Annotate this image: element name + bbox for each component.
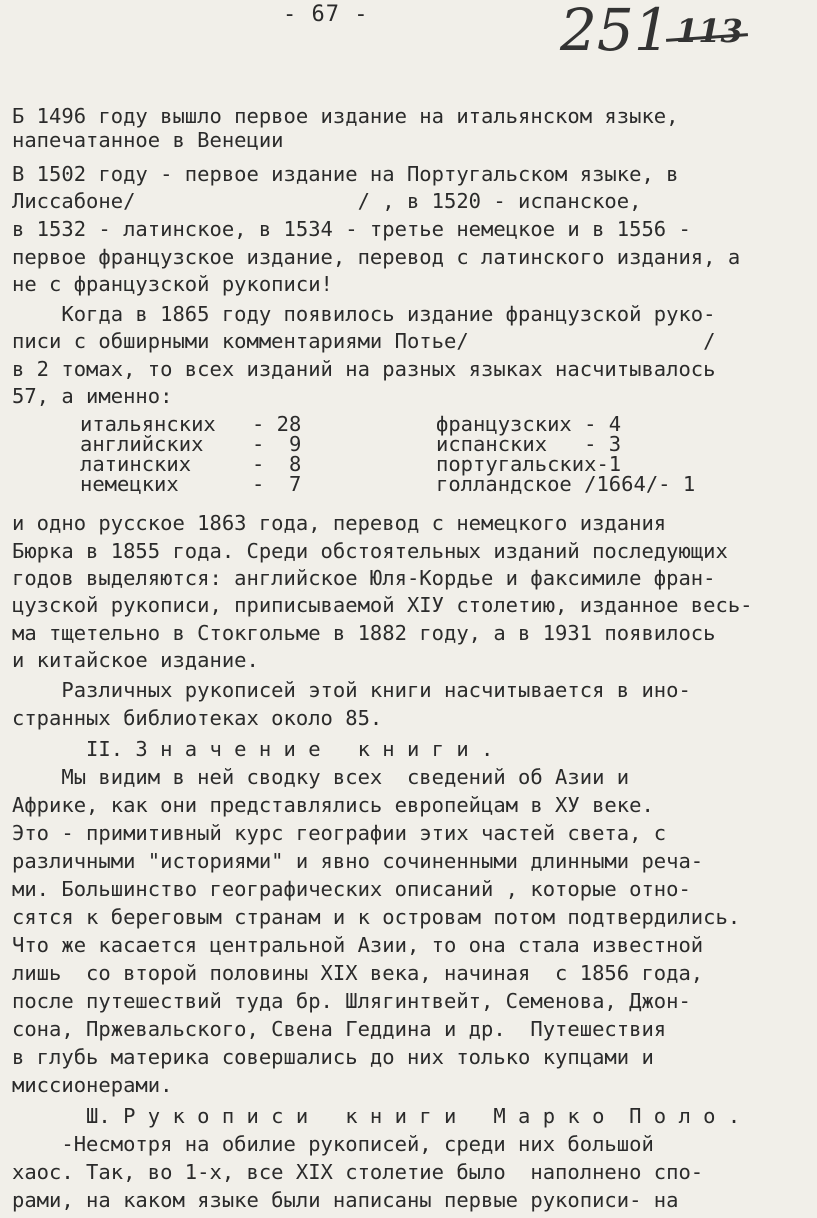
text-line: странных библиотеках около 85. bbox=[12, 706, 383, 730]
edition-count-left: - 9 bbox=[252, 432, 302, 456]
text-line: и одно русское 1863 года, перевод с немецкого издания bbox=[12, 511, 667, 535]
edition-entry-right: испанских - 3 bbox=[436, 432, 622, 456]
text-line: Что же касается центральной Азии, то она стала известной bbox=[12, 933, 704, 957]
text-line: первое французское издание, перевод с латинского издания, а bbox=[12, 245, 741, 269]
section-heading: II. З н а ч е н и е к н и г и . bbox=[12, 737, 494, 761]
edition-language-left: английских bbox=[80, 432, 204, 456]
text-line: миссионерами. bbox=[12, 1073, 173, 1097]
text-line: Это - примитивный курс географии этих частей света, с bbox=[12, 821, 667, 845]
text-line: Африке, как они представлялись европейцам в ХУ веке. bbox=[12, 793, 654, 817]
text-line: Лиссабоне/ / , в 1520 - испанское, bbox=[12, 189, 642, 213]
edition-entry-right: голландское /1664/- 1 bbox=[436, 472, 696, 496]
edition-entry-right: французских - 4 bbox=[436, 412, 622, 436]
handwritten-struck-number: 113 bbox=[676, 12, 743, 50]
text-line: цузской рукописи, приписываемой XIУ столетию, изданное весь- bbox=[12, 593, 753, 617]
text-line: Мы видим в ней сводку всех сведений об Азии и bbox=[12, 765, 630, 789]
text-line: лишь со второй половины XIX века, начиная с 1856 года, bbox=[12, 961, 704, 985]
edition-language-left: итальянских bbox=[80, 412, 216, 436]
text-line: -Несмотря на обилие рукописей, среди них большой bbox=[12, 1132, 654, 1156]
edition-count-left: - 8 bbox=[252, 452, 302, 476]
text-line: ма тщетельно в Стокгольме в 1882 году, а в 1931 появилось bbox=[12, 621, 716, 645]
handwritten-page-number: 251 bbox=[560, 0, 671, 64]
page-number: - 67 - bbox=[283, 2, 369, 27]
text-line: 57, а именно: bbox=[12, 384, 173, 408]
edition-language-left: латинских bbox=[80, 452, 192, 476]
text-line: ми. Большинство географических описаний , которые отно- bbox=[12, 877, 691, 901]
edition-count-left: - 28 bbox=[252, 412, 302, 436]
text-line: Различных рукописей этой книги насчитывается в ино- bbox=[12, 678, 691, 702]
section-heading: Ш. Р у к о п и с и к н и г и М а р к о П о л о . bbox=[12, 1104, 741, 1128]
text-line: Бюрка в 1855 года. Среди обстоятельных изданий последующих bbox=[12, 539, 728, 563]
text-line: Когда в 1865 году появилось издание французской руко- bbox=[12, 302, 716, 326]
text-line: рами, на каком языке были написаны первые рукописи- на bbox=[12, 1188, 679, 1212]
text-line: различными "историями" и явно сочиненными длинными речa- bbox=[12, 849, 704, 873]
text-line: и китайское издание. bbox=[12, 648, 259, 672]
text-line: в 1532 - латинское, в 1534 - третье немецкое и в 1556 - bbox=[12, 217, 691, 241]
text-line: напечатанное в Венеции bbox=[12, 128, 284, 152]
text-line: сятся к береговым странам и к островам потом подтвердились. bbox=[12, 905, 741, 929]
text-line: В 1502 году - первое издание на Португальском языке, в bbox=[12, 162, 679, 186]
text-line: в 2 томах, то всех изданий на разных языках насчитывалось bbox=[12, 357, 716, 381]
text-line: годов выделяются: английское Юля-Кордье и факсимиле фран- bbox=[12, 566, 716, 590]
edition-entry-right: португальских-1 bbox=[436, 452, 622, 476]
text-line: не с французской рукописи! bbox=[12, 272, 333, 296]
text-line: писи с обширными комментариями Потье/ / bbox=[12, 329, 716, 353]
text-line: в глубь материка совершались до них только купцами и bbox=[12, 1045, 654, 1069]
edition-count-left: - 7 bbox=[252, 472, 302, 496]
edition-language-left: немецких bbox=[80, 472, 179, 496]
text-line: хаос. Так, во 1-х, все XIX столетие было наполнено спо- bbox=[12, 1160, 704, 1184]
text-line: сона, Пржевальского, Свена Геддина и др. Путешествия bbox=[12, 1017, 667, 1041]
text-line: после путешествий туда бр. Шлягинтвейт, Семенова, Джон- bbox=[12, 989, 691, 1013]
text-line: Б 1496 году вышло первое издание на итальянском языке, bbox=[12, 104, 679, 128]
